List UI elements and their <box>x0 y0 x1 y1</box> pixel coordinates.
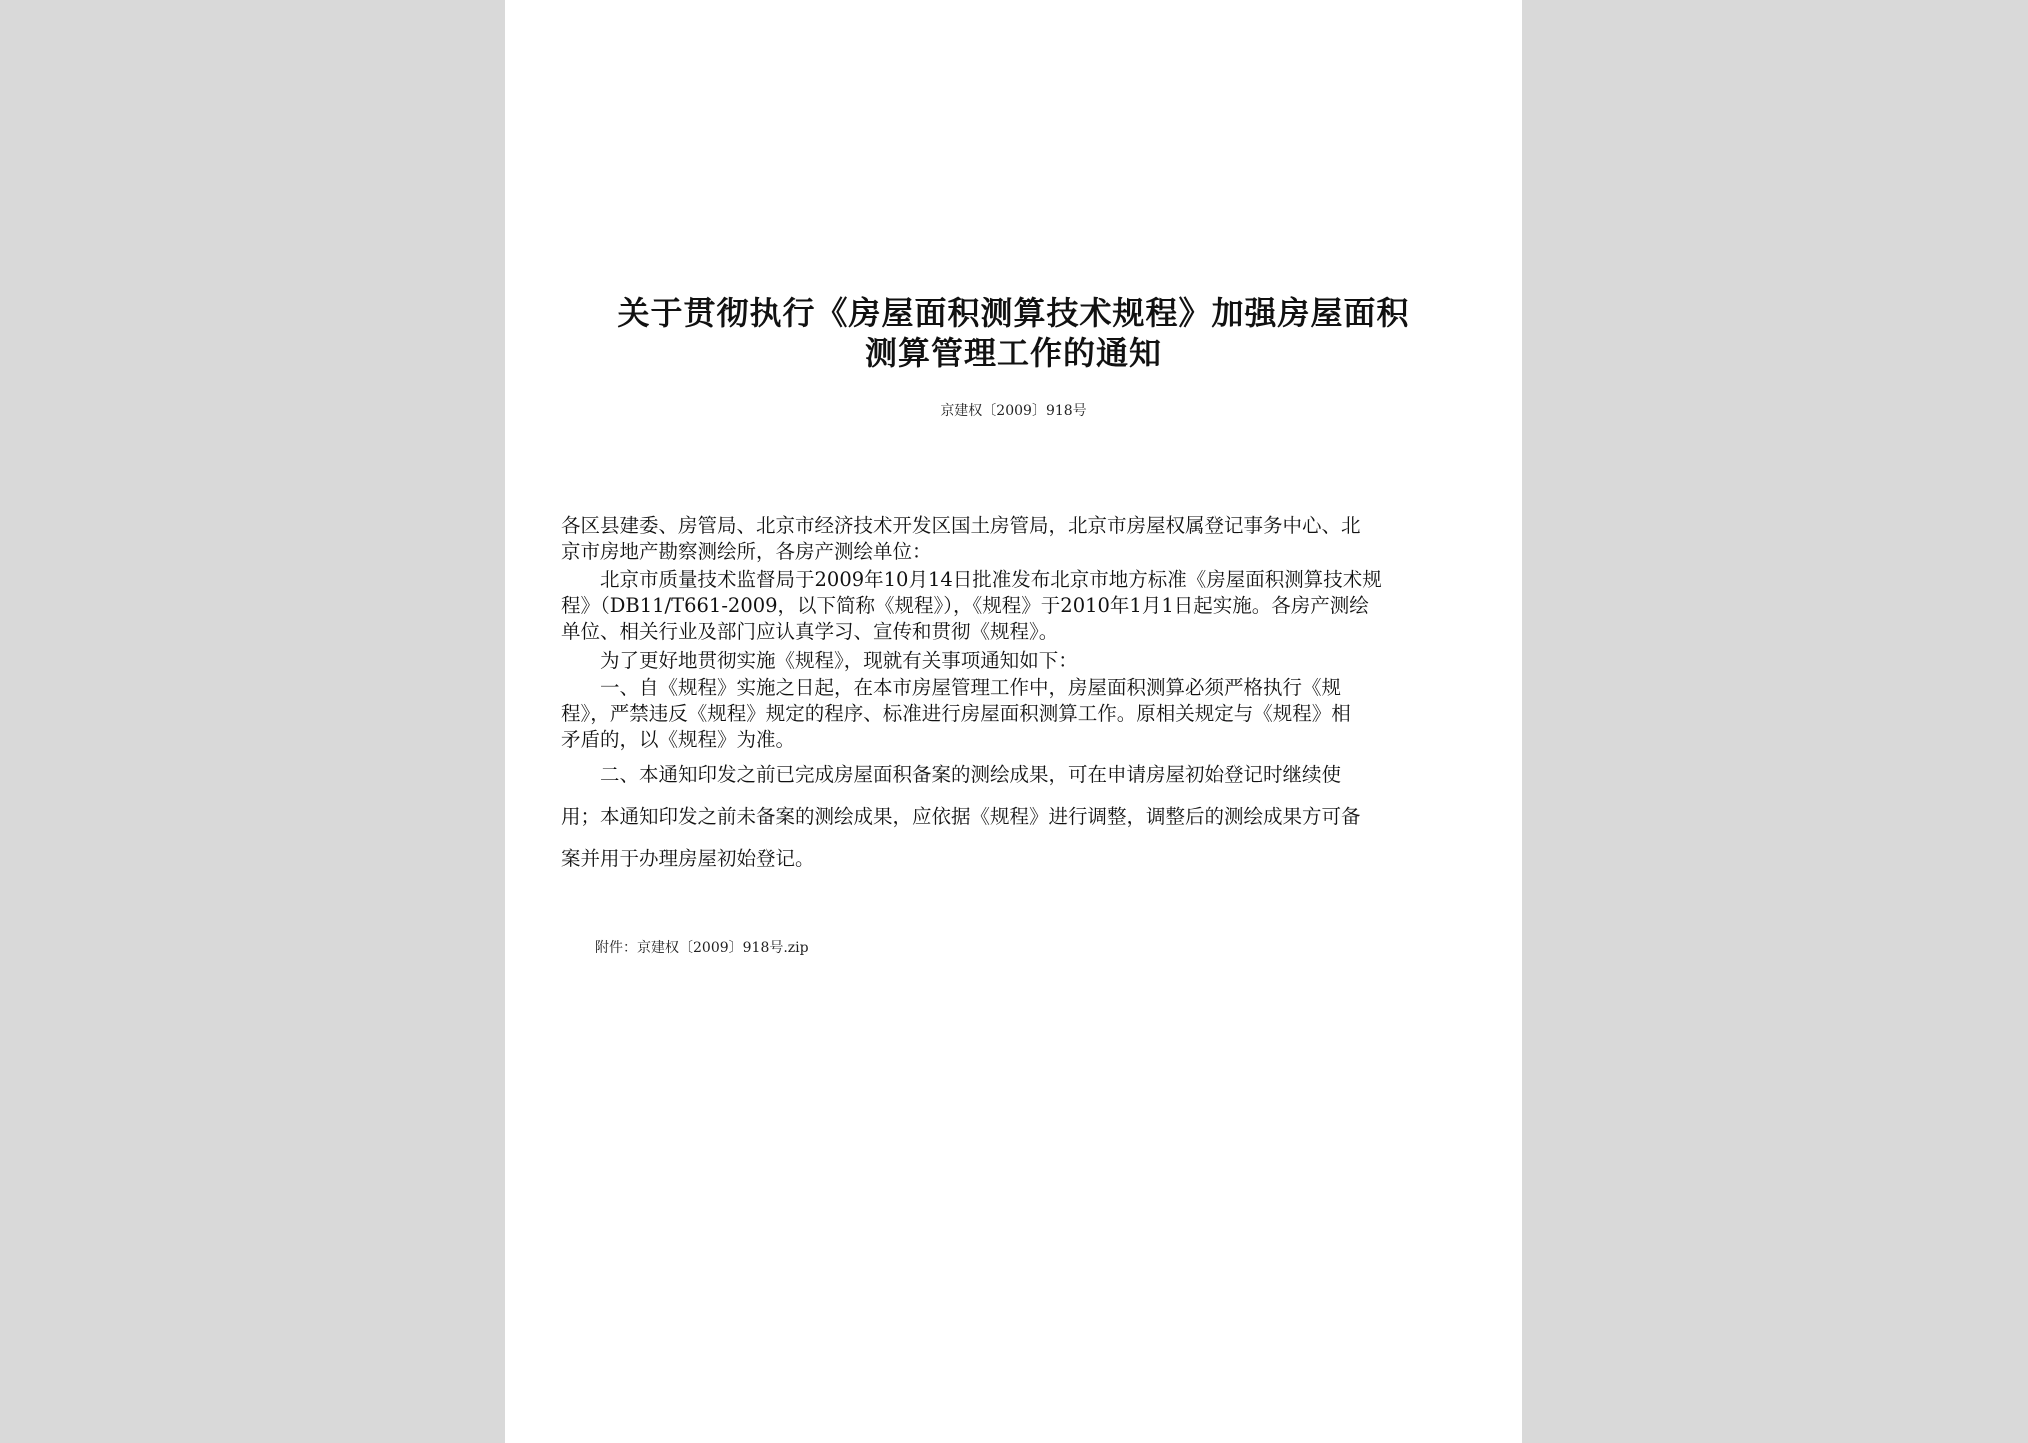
text-line: 程》（DB11/T661-2009，以下简称《规程》），《规程》于2010年1月1日起实施。各房产测绘 <box>561 594 1369 617</box>
text-line: 为了更好地贯彻实施《规程》，现就有关事项通知如下： <box>561 649 1078 672</box>
recipients-paragraph <box>561 513 1467 565</box>
text-line: 二、本通知印发之前已完成房屋面积备案的测绘成果，可在申请房屋初始登记时继续使 <box>561 763 1342 786</box>
item-two-paragraph <box>561 754 1467 880</box>
text-line: 单位、相关行业及部门应认真学习、宣传和贯彻《规程》。 <box>561 620 1059 643</box>
text-line: 案并用于办理房屋初始登记。 <box>561 847 815 870</box>
text-line: 北京市质量技术监督局于2009年10月14日批准发布北京市地方标准《房屋面积测算技术规 <box>561 568 1382 591</box>
text-line: 用；本通知印发之前未备案的测绘成果，应依据《规程》进行调整，调整后的测绘成果方可备 <box>561 805 1361 828</box>
text-line: 京市房地产勘察测绘所，各房产测绘单位： <box>561 540 932 563</box>
text-line: 各区县建委、房管局、北京市经济技术开发区国土房管局，北京市房屋权属登记事务中心、北 <box>561 514 1361 537</box>
attachment-link[interactable]: 附件：京建权〔2009〕918号.zip <box>595 940 809 956</box>
document-title-line-2: 测算管理工作的通知 <box>864 334 1162 372</box>
document-page <box>505 0 1522 1443</box>
document-number: 京建权〔2009〕918号 <box>940 403 1087 419</box>
body-paragraph-2 <box>561 648 1467 674</box>
text-line: 程》，严禁违反《规程》规定的程序、标准进行房屋面积测算工作。原相关规定与《规程》相 <box>561 702 1351 725</box>
document-title-line-1: 关于贯彻执行《房屋面积测算技术规程》加强房屋面积 <box>617 294 1410 332</box>
text-line: 一、自《规程》实施之日起，在本市房屋管理工作中，房屋面积测算必须严格执行《规 <box>561 676 1342 699</box>
text-line: 矛盾的，以《规程》为准。 <box>561 728 796 751</box>
item-one-paragraph <box>561 675 1467 753</box>
body-paragraph-1 <box>561 567 1467 645</box>
